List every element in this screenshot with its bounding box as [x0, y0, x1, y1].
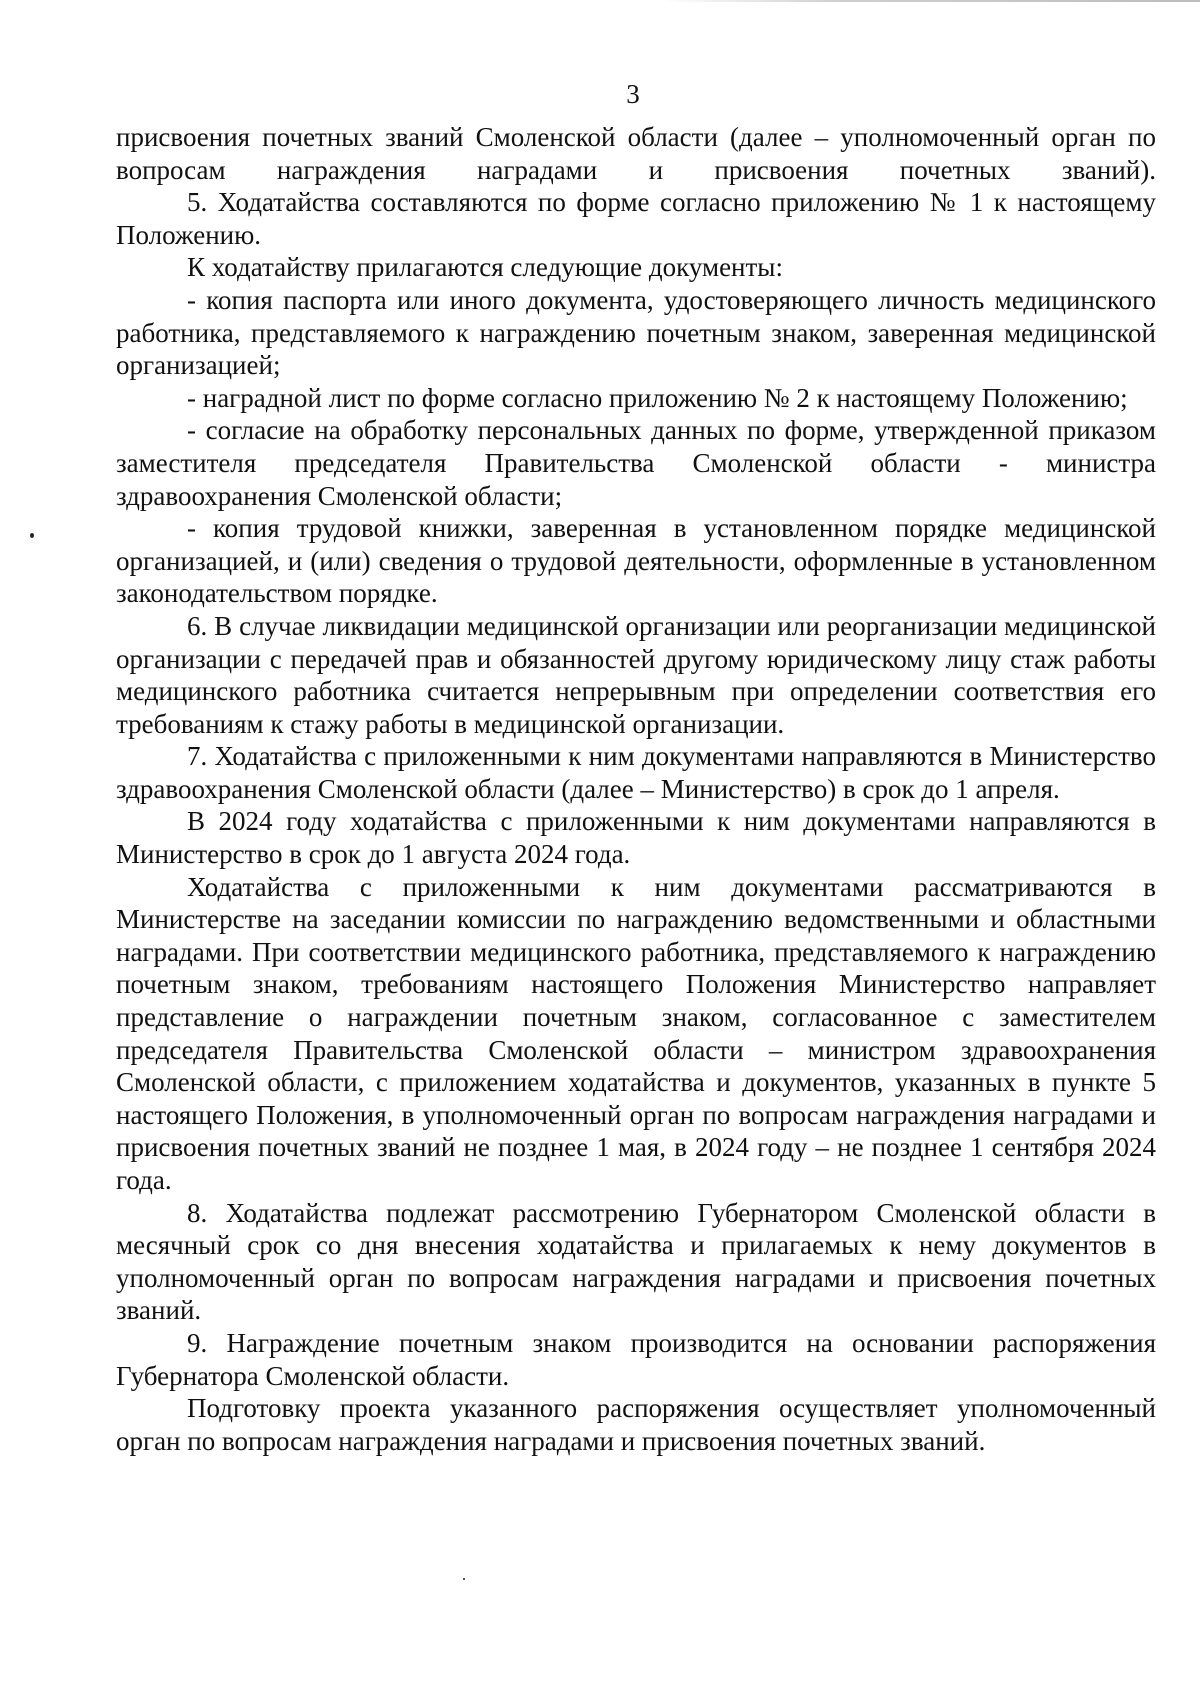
paragraph-attachments-intro: К ходатайству прилагаются следующие документы:: [187, 252, 783, 283]
page-number: 3: [626, 79, 640, 109]
margin-mark: [30, 533, 34, 538]
list-item-passport: - копия паспорта или иного документа, удостоверяющего личность медицинского работника, представляемого к награждению почетным знаком, заверенная медицинской организацией;: [116, 284, 1156, 381]
paragraph-review: Ходатайства с приложенными к ним документами рассматриваются в Министерстве на заседании комиссии по награждению ведомственными и областными наградами. При соответствии медицинского работника, представляемого к награждению почетным знаком, требованиям настоящего Положения Министерство направляет представление о награждении почетным знаком, согласованное с заместителем председателя Правительства Смоленской области – министром здравоохранения Смоленской области, с приложением ходатайства и документов, указанных в пункте 5 настоящего Положения, в уполномоченный орган по вопросам награждения наградами и присвоения почетных званий не позднее 1 мая, в 2024 году – не позднее 1 сентября 2024 года.: [116, 871, 1156, 1195]
list-item-work-record: - копия трудовой книжки, заверенная в установленном порядке медицинской организацией, и (или) сведения о трудовой деятельности, оформленные в установленном законодательством порядке.: [116, 513, 1156, 609]
paragraph-item-8: 8. Ходатайства подлежат рассмотрению Губернатором Смоленской области в месячный срок со дня внесения ходатайства и прилагаемых к нему документов в уполномоченный орган по вопросам награждения наградами и присвоения почетных званий.: [116, 1197, 1156, 1326]
paragraph-continuation: присвоения почетных званий Смоленской области (далее – уполномоченный орган по вопросам награждения наградами и присвоения почетных званий).: [116, 122, 1156, 185]
scan-top-edge: [0, 0, 1200, 2]
document-body: [116, 121, 1156, 1457]
paragraph-order-preparation: Подготовку проекта указанного распоряжения осуществляет уполномоченный орган по вопросам награждения наградами и присвоения почетных званий.: [116, 1393, 1156, 1456]
paragraph-item-7: 7. Ходатайства с приложенными к ним документами направляются в Министерство здравоохранения Смоленской области (далее – Министерство) в срок до 1 апреля.: [116, 741, 1156, 804]
paragraph-item-9: 9. Награждение почетным знаком производится на основании распоряжения Губернатора Смоленской области.: [116, 1327, 1156, 1391]
paragraph-item-6: 6. В случае ликвидации медицинской организации или реорганизации медицинской организации с передачей прав и обязанностей другому юридическому лицу стаж работы медицинского работника считается непрерывным при определении соответствия его требованиям к стажу работы в медицинской организации.: [116, 610, 1156, 739]
list-item-consent: - согласие на обработку персональных данных по форме, утвержденной приказом заместителя председателя Правительства Смоленской области - министра здравоохранения Смоленской области;: [116, 415, 1156, 511]
list-item-award-sheet: - наградной лист по форме согласно приложению № 2 к настоящему Положению;: [187, 382, 1128, 413]
scan-speck: [463, 1578, 465, 1580]
paragraph-2024-deadline: В 2024 году ходатайства с приложенными к ним документами направляются в Министерство в срок до 1 августа 2024 года.: [116, 806, 1156, 870]
paragraph-item-5: 5. Ходатайства составляются по форме согласно приложению № 1 к настоящему Положению.: [116, 187, 1156, 250]
